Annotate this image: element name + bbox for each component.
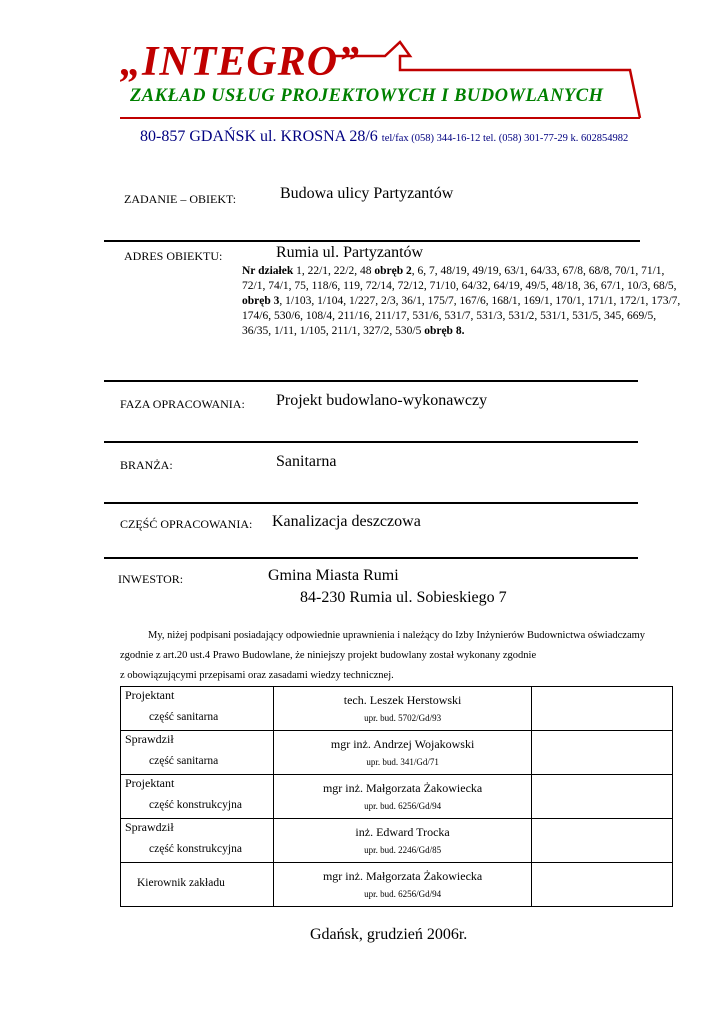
company-description: ZAKŁAD USŁUG PROJEKTOWYCH I BUDOWLANYCH (130, 86, 604, 106)
table-row (121, 819, 673, 863)
role-part: część konstrukcyjna (149, 843, 242, 855)
license-number: upr. bud. 341/Gd/71 (366, 757, 439, 767)
person-cell (273, 687, 532, 731)
license-number: upr. bud. 2246/Gd/85 (364, 845, 442, 855)
precinct-label: obręb 8. (424, 325, 465, 337)
person-name: inż. Edward Trocka (355, 825, 450, 839)
signature-cell (532, 731, 673, 775)
role-part: część sanitarna (149, 711, 219, 723)
person-name: mgr inż. Małgorzata Żakowiecka (322, 781, 483, 795)
investor-name: Gmina Miasta Rumi (268, 567, 399, 584)
part-value: Kanalizacja deszczowa (272, 513, 421, 530)
divider (104, 380, 638, 382)
declaration-text (120, 626, 680, 686)
signature-cell (532, 863, 673, 907)
signature-cell (532, 687, 673, 731)
table-row (121, 687, 673, 731)
role-cell (121, 863, 274, 907)
plots-text: , 1/103, 1/104, 1/227, 2/3, 36/1, 175/7, 167/6, 168/1, 169/1, 170/1, 171/1, 172/1, 173/7, 174/6, 530/6, 108/4, 211/16, 211/17, 531/6, 531/7, 531/3, 531/2, 531/1, 531/5, 345, 669/5, 36/35, 1/11, 1/105, 211/1, 327/2, 530/5 (242, 295, 681, 337)
logo-roof-line (0, 0, 724, 130)
address-main: 80-857 GDAŃSK ul. KROSNA 28/6 (140, 128, 378, 145)
address-label: ADRES OBIEKTU: (124, 249, 223, 263)
address-value: Rumia ul. Partyzantów (276, 244, 424, 261)
declaration-line: zgodnie z art.20 ust.4 Prawo Budowlane, że niniejszy projekt budowlany został wykonany zgodnie (120, 650, 537, 661)
person-name: mgr inż. Andrzej Wojakowski (330, 737, 475, 751)
license-number: upr. bud. 6256/Gd/94 (364, 801, 442, 811)
part-label: CZĘŚĆ OPRACOWANIA: (120, 517, 253, 531)
person-name: tech. Leszek Herstowski (343, 693, 462, 707)
role-title: Sprawdził (125, 732, 174, 746)
plots-text: , 6, 7, 48/19, 49/19, 63/1, 64/33, 67/8, 68/8, 70/1, 71/1, 72/1, 74/1, 75, 118/6, 119, 72/14, 72/12, 71/10, 64/32, 64/19, 49/5, 48/18, 36, 67/1, 10/3, 68/5, (242, 265, 677, 292)
role-title: Sprawdził (125, 820, 174, 834)
divider (104, 240, 640, 242)
address-contact: tel/fax (058) 344-16-12 tel. (058) 301-77-29 k. 602854982 (381, 133, 629, 144)
investor-label: INWESTOR: (118, 572, 184, 586)
precinct-label: obręb 3 (242, 295, 280, 307)
license-number: upr. bud. 6256/Gd/94 (364, 889, 442, 899)
phase-label: FAZA OPRACOWANIA: (120, 397, 245, 411)
role-cell (121, 819, 274, 863)
company-address (140, 128, 628, 146)
branch-label: BRANŻA: (120, 458, 173, 472)
divider (104, 502, 638, 504)
investor-address: 84-230 Rumia ul. Sobieskiego 7 (300, 589, 507, 606)
branch-value: Sanitarna (276, 453, 337, 470)
role-title: Kierownik zakładu (137, 877, 225, 889)
declaration-line: z obowiązującymi przepisami oraz zasadami wiedzy technicznej. (120, 670, 394, 681)
plots-text: 1, 22/1, 22/2, 48 (293, 265, 375, 277)
role-title: Projektant (125, 776, 175, 790)
table-row (121, 863, 673, 907)
role-cell (121, 731, 274, 775)
person-cell (273, 863, 532, 907)
task-value: Budowa ulicy Partyzantów (280, 185, 454, 202)
precinct-label: obręb 2 (374, 265, 412, 277)
role-cell (121, 687, 274, 731)
person-name: mgr inż. Małgorzata Żakowiecka (322, 869, 483, 883)
declaration-line: My, niżej podpisani posiadający odpowiednie uprawnienia i należący do Izby Inżynierów Budownictwa oświadczamy (148, 630, 646, 641)
task-label: ZADANIE – OBIEKT: (124, 192, 237, 206)
person-cell (273, 819, 532, 863)
table-row (121, 775, 673, 819)
plots-prefix: Nr działek (242, 265, 294, 277)
role-part: część konstrukcyjna (149, 799, 242, 811)
divider (104, 557, 638, 559)
phase-value: Projekt budowlano-wykonawczy (276, 392, 488, 409)
person-cell (273, 731, 532, 775)
divider (104, 441, 638, 443)
plot-numbers (242, 264, 682, 339)
place-and-date: Gdańsk, grudzień 2006r. (310, 926, 468, 943)
signature-cell (532, 775, 673, 819)
license-number: upr. bud. 5702/Gd/93 (364, 713, 442, 723)
signature-cell (532, 819, 673, 863)
role-title: Projektant (125, 688, 175, 702)
company-logo-title: „INTEGRO” (120, 39, 361, 85)
person-cell (273, 775, 532, 819)
role-cell (121, 775, 274, 819)
table-row (121, 731, 673, 775)
signatures-table (120, 686, 673, 907)
role-part: część sanitarna (149, 755, 219, 767)
